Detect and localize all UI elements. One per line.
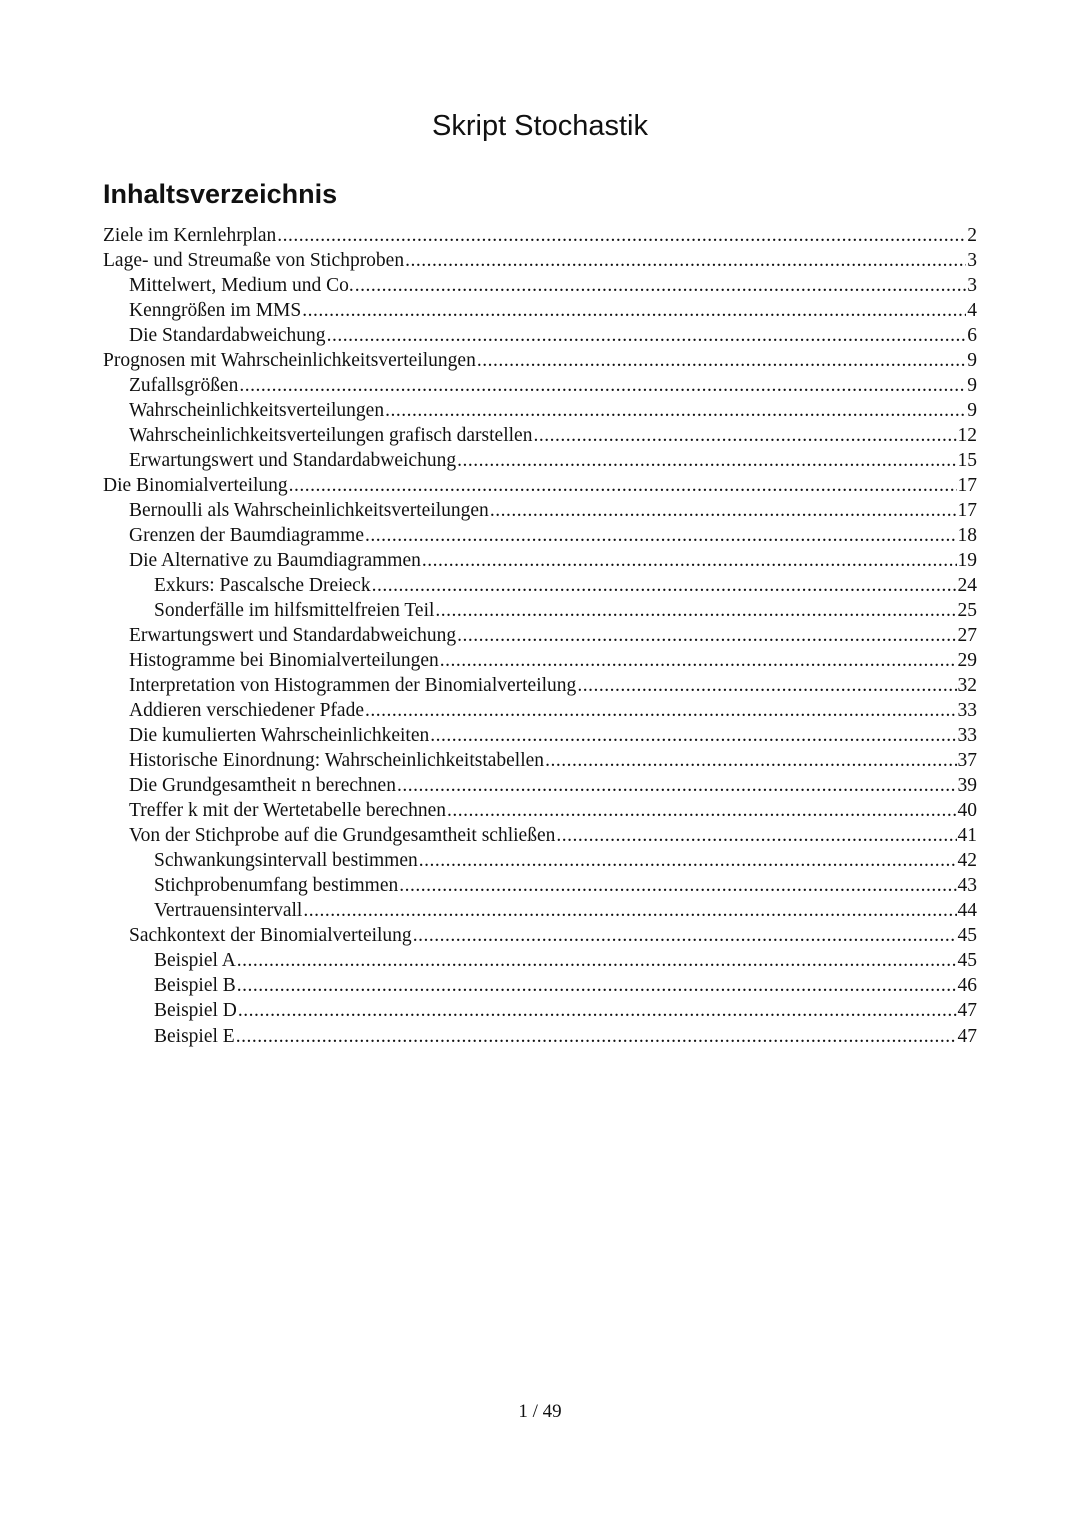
toc-dot-leader — [237, 973, 957, 998]
toc-entry-page: 42 — [957, 850, 977, 872]
toc-entry-title: Historische Einordnung: Wahrscheinlichkeitstabellen — [129, 750, 545, 772]
toc-entry-title: Beispiel A — [154, 950, 236, 972]
toc-dot-leader — [422, 548, 957, 573]
toc-entry[interactable] — [103, 973, 977, 998]
toc-entry-title: Schwankungsintervall bestimmen — [154, 850, 418, 872]
toc-entry[interactable] — [103, 373, 977, 398]
toc-entry-title: Erwartungswert und Standardabweichung — [129, 450, 457, 472]
toc-entry-title: Lage- und Streumaße von Stichproben — [103, 250, 405, 272]
toc-entry-page: 39 — [957, 775, 977, 797]
toc-entry-title: Addieren verschiedener Pfade — [129, 700, 364, 722]
toc-entry-page: 37 — [957, 750, 977, 772]
toc-dot-leader — [477, 348, 966, 373]
toc-entry[interactable] — [103, 798, 977, 823]
toc-entry[interactable] — [103, 273, 977, 298]
toc-entry[interactable] — [103, 298, 977, 323]
toc-entry[interactable] — [103, 823, 977, 848]
toc-entry-page: 2 — [967, 225, 977, 246]
toc-entry[interactable] — [103, 673, 977, 698]
toc-entry[interactable] — [103, 448, 977, 473]
toc-dot-leader — [327, 323, 967, 348]
toc-entry-page: 47 — [957, 1000, 977, 1022]
toc-entry-page: 15 — [957, 450, 977, 472]
toc-entry[interactable] — [103, 398, 977, 423]
toc-entry[interactable] — [103, 923, 977, 948]
toc-entry-title: Die Alternative zu Baumdiagrammen — [129, 550, 421, 572]
toc-dot-leader — [419, 848, 957, 873]
toc-entry[interactable] — [103, 573, 977, 598]
toc-entry-page: 40 — [957, 800, 977, 822]
toc-dot-leader — [457, 623, 956, 648]
table-of-contents — [103, 223, 977, 1049]
document-title: Skript Stochastik — [432, 110, 648, 142]
toc-entry-title: Prognosen mit Wahrscheinlichkeitsverteilungen — [103, 350, 476, 372]
toc-entry[interactable] — [103, 848, 977, 873]
toc-entry-title: Kenngrößen im MMS — [129, 300, 302, 322]
toc-entry-title: Bernoulli als Wahrscheinlichkeitsverteilungen — [129, 500, 489, 522]
page-number: 1 / 49 — [518, 1401, 562, 1422]
toc-heading: Inhaltsverzeichnis — [103, 179, 338, 209]
toc-entry-title: Histogramme bei Binomialverteilungen — [129, 650, 439, 672]
toc-dot-leader — [355, 273, 966, 298]
toc-dot-leader — [236, 1024, 957, 1049]
toc-dot-leader — [457, 448, 956, 473]
toc-dot-leader — [577, 673, 956, 698]
toc-entry-page: 3 — [967, 250, 977, 272]
toc-dot-leader — [277, 223, 966, 248]
toc-dot-leader — [365, 523, 957, 548]
toc-entry-page: 32 — [957, 675, 977, 697]
toc-dot-leader — [238, 998, 957, 1023]
toc-entry-title: Stichprobenumfang bestimmen — [154, 875, 399, 897]
toc-entry-page: 9 — [967, 350, 977, 372]
toc-dot-leader — [430, 723, 956, 748]
toc-entry-title: Die Standardabweichung — [129, 325, 326, 347]
toc-entry-page: 3 — [967, 275, 977, 297]
toc-entry[interactable] — [103, 948, 977, 973]
toc-entry-title: Von der Stichprobe auf die Grundgesamtheit schließen — [129, 825, 556, 847]
toc-entry-page: 44 — [957, 900, 977, 922]
toc-entry-title: Beispiel D — [154, 1000, 237, 1022]
toc-entry-page: 9 — [967, 375, 977, 397]
toc-entry[interactable] — [103, 698, 977, 723]
toc-entry-title: Zufallsgrößen — [129, 375, 239, 397]
toc-entry-page: 29 — [957, 650, 977, 672]
toc-entry-title: Sonderfälle im hilfsmittelfreien Teil — [154, 600, 435, 622]
toc-entry-title: Exkurs: Pascalsche Dreieck — [154, 575, 371, 597]
toc-entry[interactable] — [103, 348, 977, 373]
toc-dot-leader — [533, 423, 956, 448]
toc-entry[interactable] — [103, 898, 977, 923]
toc-dot-leader — [302, 298, 966, 323]
toc-entry-title: Beispiel B — [154, 975, 236, 997]
toc-entry-page: 19 — [957, 550, 977, 572]
toc-entry[interactable] — [103, 773, 977, 798]
toc-entry[interactable] — [103, 323, 977, 348]
toc-entry[interactable] — [103, 648, 977, 673]
toc-entry-page: 41 — [957, 825, 977, 847]
toc-entry-page: 4 — [967, 300, 977, 322]
toc-entry-page: 45 — [957, 925, 977, 947]
toc-dot-leader — [440, 648, 957, 673]
toc-entry-page: 6 — [967, 325, 977, 347]
toc-entry-page: 18 — [957, 525, 977, 547]
toc-entry-page: 45 — [957, 950, 977, 972]
toc-dot-leader — [399, 873, 956, 898]
toc-dot-leader — [239, 373, 966, 398]
toc-dot-leader — [237, 948, 957, 973]
toc-entry[interactable] — [103, 548, 977, 573]
toc-dot-leader — [490, 498, 957, 523]
toc-entry[interactable] — [103, 873, 977, 898]
toc-entry-title: Erwartungswert und Standardabweichung — [129, 625, 457, 647]
toc-entry[interactable] — [103, 473, 977, 498]
toc-entry-page: 33 — [957, 700, 977, 722]
toc-entry-title: Die Grundgesamtheit n berechnen — [129, 775, 396, 797]
toc-entry-page: 12 — [957, 425, 977, 447]
toc-dot-leader — [385, 398, 966, 423]
toc-entry-title: Vertrauensintervall — [154, 900, 303, 922]
toc-entry-title: Mittelwert, Medium und Co. — [129, 275, 354, 297]
toc-entry-page: 46 — [957, 975, 977, 997]
toc-entry[interactable] — [103, 423, 977, 448]
toc-dot-leader — [556, 823, 956, 848]
toc-entry-title: Beispiel E — [154, 1025, 235, 1047]
toc-entry-page: 9 — [967, 400, 977, 422]
toc-entry-page: 33 — [957, 725, 977, 747]
toc-entry-title: Wahrscheinlichkeitsverteilungen — [129, 400, 385, 422]
toc-entry[interactable] — [103, 498, 977, 523]
toc-entry[interactable] — [103, 223, 977, 248]
toc-entry-page: 47 — [957, 1025, 977, 1047]
toc-entry-title: Treffer k mit der Wertetabelle berechnen — [129, 800, 446, 822]
toc-dot-leader — [365, 698, 957, 723]
toc-entry[interactable] — [103, 723, 977, 748]
toc-entry[interactable] — [103, 998, 977, 1023]
toc-entry-title: Grenzen der Baumdiagramme — [129, 525, 364, 547]
toc-entry-title: Interpretation von Histogrammen der Binomialverteilung — [129, 675, 577, 697]
toc-entry-title: Ziele im Kernlehrplan — [103, 225, 277, 246]
toc-entry[interactable] — [103, 748, 977, 773]
toc-entry-title: Wahrscheinlichkeitsverteilungen grafisch darstellen — [129, 425, 533, 447]
toc-entry[interactable] — [103, 623, 977, 648]
toc-dot-leader — [435, 598, 956, 623]
toc-entry-page: 17 — [957, 475, 977, 497]
toc-dot-leader — [447, 798, 957, 823]
toc-dot-leader — [545, 748, 956, 773]
toc-dot-leader — [413, 923, 957, 948]
toc-entry[interactable] — [103, 248, 977, 273]
toc-entry-page: 27 — [957, 625, 977, 647]
toc-entry-page: 24 — [957, 575, 977, 597]
toc-entry[interactable] — [103, 598, 977, 623]
toc-entry[interactable] — [103, 523, 977, 548]
toc-dot-leader — [397, 773, 957, 798]
toc-dot-leader — [405, 248, 966, 273]
toc-dot-leader — [303, 898, 956, 923]
toc-entry-page: 17 — [957, 500, 977, 522]
toc-entry-page: 43 — [957, 875, 977, 897]
toc-dot-leader — [372, 573, 957, 598]
toc-entry-title: Sachkontext der Binomialverteilung — [129, 925, 412, 947]
toc-dot-leader — [289, 473, 957, 498]
toc-entry-page: 25 — [957, 600, 977, 622]
toc-entry-title: Die kumulierten Wahrscheinlichkeiten — [129, 725, 430, 747]
toc-entry-title: Die Binomialverteilung — [103, 475, 288, 497]
toc-entry[interactable] — [103, 1024, 977, 1049]
